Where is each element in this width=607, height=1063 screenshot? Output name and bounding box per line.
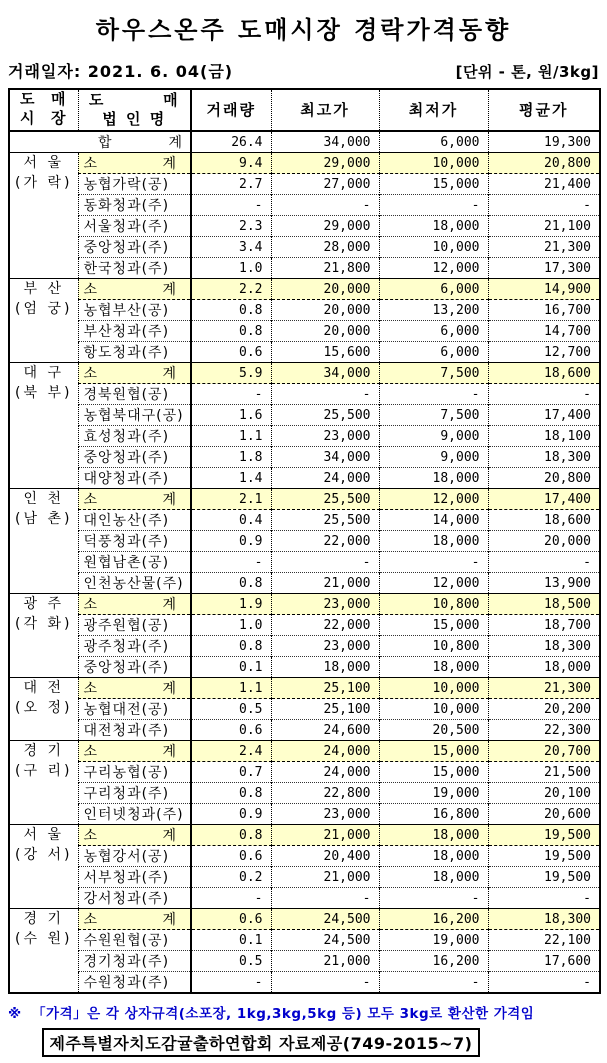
total-row [9, 131, 600, 153]
qty-cell: 1.6 [191, 405, 271, 426]
qty-cell: 1.9 [191, 594, 271, 615]
corp-cell: 농협강서(공) [78, 846, 191, 867]
market-cell: 인 천 (남 촌) [9, 489, 78, 594]
avg-cell: 19,500 [488, 825, 600, 846]
header-max-price: 최고가 [271, 89, 379, 131]
corp-cell: 원협남촌(공) [78, 552, 191, 573]
company-row [9, 426, 600, 447]
min-cell: 12,000 [379, 489, 488, 510]
subtotal-row [9, 153, 600, 174]
provider-text: 제주특별자치도감귤출하연합회 자료제공(749-2015~7) [49, 1034, 473, 1053]
avg-cell: 18,600 [488, 363, 600, 384]
qty-cell: 0.4 [191, 510, 271, 531]
avg-cell: 14,900 [488, 279, 600, 300]
company-row [9, 804, 600, 825]
max-cell: 25,100 [271, 678, 379, 699]
corp-cell: 소 계 [78, 741, 191, 762]
corp-cell: 구리농협(공) [78, 762, 191, 783]
min-cell: 16,200 [379, 909, 488, 930]
min-cell: 15,000 [379, 615, 488, 636]
qty-cell: 0.6 [191, 846, 271, 867]
avg-cell: 18,000 [488, 657, 600, 678]
total-min-cell: 6,000 [379, 131, 488, 153]
min-cell: 18,000 [379, 867, 488, 888]
max-cell: - [271, 195, 379, 216]
subtotal-row [9, 741, 600, 762]
market-cell: 광 주 (각 화) [9, 594, 78, 678]
company-row [9, 867, 600, 888]
qty-cell: 0.6 [191, 909, 271, 930]
min-cell: 6,000 [379, 342, 488, 363]
market-cell: 서 울 (가 락) [9, 153, 78, 279]
header-corporation: 도 매 법 인 명 [78, 89, 191, 131]
avg-cell: 17,300 [488, 258, 600, 279]
corp-cell: 소 계 [78, 909, 191, 930]
company-row [9, 636, 600, 657]
qty-cell: 1.0 [191, 258, 271, 279]
subtotal-row [9, 594, 600, 615]
max-cell: 23,000 [271, 804, 379, 825]
min-cell: 10,000 [379, 678, 488, 699]
qty-cell: - [191, 195, 271, 216]
qty-cell: 2.7 [191, 174, 271, 195]
max-cell: 20,000 [271, 300, 379, 321]
max-cell: 27,000 [271, 174, 379, 195]
corp-cell: 소 계 [78, 153, 191, 174]
max-cell: 28,000 [271, 237, 379, 258]
corp-cell: 소 계 [78, 279, 191, 300]
max-cell: 25,500 [271, 405, 379, 426]
min-cell: 20,500 [379, 720, 488, 741]
max-cell: 24,500 [271, 930, 379, 951]
qty-cell: 0.8 [191, 573, 271, 594]
header-volume: 거래량 [191, 89, 271, 131]
qty-cell: 2.2 [191, 279, 271, 300]
avg-cell: - [488, 972, 600, 994]
avg-cell: - [488, 195, 600, 216]
price-footnote: ※ 「가격」은 각 상자규격(소포장, 1kg,3kg,5kg 등) 모두 3kg로 환산한 가격임 [8, 1006, 535, 1022]
avg-cell: 18,700 [488, 615, 600, 636]
min-cell: 15,000 [379, 741, 488, 762]
corp-cell: 구리청과(주) [78, 783, 191, 804]
corp-cell: 한국청과(주) [78, 258, 191, 279]
qty-cell: 0.8 [191, 825, 271, 846]
qty-cell: 5.9 [191, 363, 271, 384]
avg-cell: 20,600 [488, 804, 600, 825]
market-cell: 서 울 (강 서) [9, 825, 78, 909]
max-cell: 25,500 [271, 489, 379, 510]
min-cell: 15,000 [379, 762, 488, 783]
qty-cell: 2.4 [191, 741, 271, 762]
corp-cell: 중앙청과(주) [78, 657, 191, 678]
corp-cell: 서울청과(주) [78, 216, 191, 237]
qty-cell: 0.5 [191, 699, 271, 720]
qty-cell: 1.1 [191, 678, 271, 699]
company-row [9, 300, 600, 321]
header-min-price: 최저가 [379, 89, 488, 131]
total-qty-cell: 26.4 [191, 131, 271, 153]
avg-cell: 22,300 [488, 720, 600, 741]
max-cell: - [271, 972, 379, 994]
corp-cell: 서부청과(주) [78, 867, 191, 888]
total-max-cell: 34,000 [271, 131, 379, 153]
company-row [9, 468, 600, 489]
company-row [9, 237, 600, 258]
avg-cell: 19,500 [488, 867, 600, 888]
avg-cell: 21,300 [488, 678, 600, 699]
qty-cell: 1.0 [191, 615, 271, 636]
corp-cell: 소 계 [78, 489, 191, 510]
min-cell: 18,000 [379, 846, 488, 867]
page-title: 하우스온주 도매시장 경락가격동향 [95, 16, 512, 44]
avg-cell: 21,100 [488, 216, 600, 237]
company-row [9, 762, 600, 783]
corp-cell: 경북원협(공) [78, 384, 191, 405]
corp-cell: 수원원협(공) [78, 930, 191, 951]
corp-cell: 소 계 [78, 594, 191, 615]
max-cell: 20,000 [271, 321, 379, 342]
qty-cell: 0.8 [191, 783, 271, 804]
company-row [9, 321, 600, 342]
qty-cell: - [191, 972, 271, 994]
max-cell: 24,500 [271, 909, 379, 930]
price-table [8, 88, 601, 994]
avg-cell: 20,800 [488, 468, 600, 489]
avg-cell: 18,300 [488, 909, 600, 930]
max-cell: 21,800 [271, 258, 379, 279]
min-cell: 10,800 [379, 594, 488, 615]
max-cell: 24,000 [271, 468, 379, 489]
max-cell: 22,800 [271, 783, 379, 804]
company-row [9, 699, 600, 720]
max-cell: 20,000 [271, 279, 379, 300]
min-cell: 6,000 [379, 279, 488, 300]
corp-cell: 농협부산(공) [78, 300, 191, 321]
avg-cell: 20,200 [488, 699, 600, 720]
avg-cell: 20,000 [488, 531, 600, 552]
company-row [9, 657, 600, 678]
company-row [9, 972, 600, 994]
min-cell: 7,500 [379, 363, 488, 384]
header-market: 도 매 시 장 [9, 89, 78, 131]
corp-cell: 인천농산물(주) [78, 573, 191, 594]
avg-cell: 18,300 [488, 636, 600, 657]
qty-cell: 2.3 [191, 216, 271, 237]
company-row [9, 405, 600, 426]
max-cell: 29,000 [271, 216, 379, 237]
date-row [8, 59, 599, 82]
avg-cell: 18,600 [488, 510, 600, 531]
avg-cell: 18,100 [488, 426, 600, 447]
qty-cell: 3.4 [191, 237, 271, 258]
avg-cell: 20,100 [488, 783, 600, 804]
avg-cell: 20,800 [488, 153, 600, 174]
avg-cell: 20,700 [488, 741, 600, 762]
qty-cell: 1.8 [191, 447, 271, 468]
corp-cell: 경기청과(주) [78, 951, 191, 972]
company-row [9, 342, 600, 363]
company-row [9, 951, 600, 972]
avg-cell: 22,100 [488, 930, 600, 951]
min-cell: 16,800 [379, 804, 488, 825]
max-cell: 22,000 [271, 615, 379, 636]
max-cell: 25,100 [271, 699, 379, 720]
max-cell: 23,000 [271, 594, 379, 615]
corp-cell: 대양청과(주) [78, 468, 191, 489]
company-row [9, 195, 600, 216]
corp-cell: 중앙청과(주) [78, 237, 191, 258]
avg-cell: 13,900 [488, 573, 600, 594]
max-cell: 25,500 [271, 510, 379, 531]
subtotal-row [9, 363, 600, 384]
subtotal-row [9, 909, 600, 930]
company-row [9, 615, 600, 636]
qty-cell: - [191, 888, 271, 909]
qty-cell: 1.4 [191, 468, 271, 489]
avg-cell: 18,300 [488, 447, 600, 468]
avg-cell: 17,600 [488, 951, 600, 972]
max-cell: 21,000 [271, 825, 379, 846]
qty-cell: 0.5 [191, 951, 271, 972]
max-cell: 22,000 [271, 531, 379, 552]
min-cell: 14,000 [379, 510, 488, 531]
market-cell: 부 산 (엄 궁) [9, 279, 78, 363]
corp-cell: 부산청과(주) [78, 321, 191, 342]
header-avg-price: 평균가 [488, 89, 600, 131]
company-row [9, 258, 600, 279]
qty-cell: 2.1 [191, 489, 271, 510]
company-row [9, 174, 600, 195]
unit-label: [단위 - 톤, 원/3kg] [455, 63, 599, 81]
corp-cell: 중앙청과(주) [78, 447, 191, 468]
min-cell: - [379, 384, 488, 405]
min-cell: 10,000 [379, 699, 488, 720]
avg-cell: 21,300 [488, 237, 600, 258]
avg-cell: 12,700 [488, 342, 600, 363]
corp-cell: 광주원협(공) [78, 615, 191, 636]
qty-cell: 0.8 [191, 636, 271, 657]
min-cell: 18,000 [379, 216, 488, 237]
avg-cell: 21,400 [488, 174, 600, 195]
corp-cell: 대전청과(주) [78, 720, 191, 741]
max-cell: - [271, 888, 379, 909]
avg-cell: - [488, 384, 600, 405]
min-cell: 19,000 [379, 783, 488, 804]
min-cell: 18,000 [379, 657, 488, 678]
qty-cell: 0.8 [191, 321, 271, 342]
max-cell: 24,000 [271, 741, 379, 762]
company-row [9, 447, 600, 468]
market-cell: 경 기 (수 원) [9, 909, 78, 994]
company-row [9, 552, 600, 573]
qty-cell: 0.7 [191, 762, 271, 783]
avg-cell: 19,500 [488, 846, 600, 867]
qty-cell: 0.8 [191, 300, 271, 321]
provider-box [42, 1028, 480, 1057]
qty-cell: - [191, 552, 271, 573]
max-cell: 18,000 [271, 657, 379, 678]
min-cell: 16,200 [379, 951, 488, 972]
market-cell: 경 기 (구 리) [9, 741, 78, 825]
avg-cell: 21,500 [488, 762, 600, 783]
qty-cell: 0.6 [191, 720, 271, 741]
company-row [9, 384, 600, 405]
max-cell: 34,000 [271, 447, 379, 468]
min-cell: - [379, 972, 488, 994]
trade-date-label: 거래일자: 2021. 6. 04(금) [8, 62, 234, 81]
max-cell: 21,000 [271, 867, 379, 888]
max-cell: 23,000 [271, 426, 379, 447]
qty-cell: 0.1 [191, 930, 271, 951]
min-cell: 12,000 [379, 258, 488, 279]
min-cell: 18,000 [379, 531, 488, 552]
subtotal-row [9, 825, 600, 846]
min-cell: 18,000 [379, 825, 488, 846]
qty-cell: 0.1 [191, 657, 271, 678]
company-row [9, 531, 600, 552]
company-row [9, 510, 600, 531]
max-cell: 20,400 [271, 846, 379, 867]
market-cell: 대 구 (북 부) [9, 363, 78, 489]
min-cell: 9,000 [379, 447, 488, 468]
avg-cell: 17,400 [488, 489, 600, 510]
company-row [9, 888, 600, 909]
avg-cell: - [488, 552, 600, 573]
corp-cell: 수원청과(주) [78, 972, 191, 994]
max-cell: 34,000 [271, 363, 379, 384]
corp-cell: 소 계 [78, 825, 191, 846]
min-cell: - [379, 888, 488, 909]
corp-cell: 소 계 [78, 678, 191, 699]
max-cell: 24,000 [271, 762, 379, 783]
subtotal-row [9, 678, 600, 699]
total-avg-cell: 19,300 [488, 131, 600, 153]
corp-cell: 농협가락(공) [78, 174, 191, 195]
min-cell: 15,000 [379, 174, 488, 195]
corp-cell: 동화청과(주) [78, 195, 191, 216]
company-row [9, 573, 600, 594]
avg-cell: 17,400 [488, 405, 600, 426]
market-cell: 대 전 (오 정) [9, 678, 78, 741]
avg-cell: 14,700 [488, 321, 600, 342]
max-cell: - [271, 552, 379, 573]
corp-cell: 강서청과(주) [78, 888, 191, 909]
corp-cell: 대인농산(주) [78, 510, 191, 531]
max-cell: 21,000 [271, 573, 379, 594]
min-cell: 6,000 [379, 321, 488, 342]
subtotal-row [9, 489, 600, 510]
min-cell: 7,500 [379, 405, 488, 426]
company-row [9, 720, 600, 741]
min-cell: 9,000 [379, 426, 488, 447]
total-label-cell: 합 계 [98, 135, 182, 151]
min-cell: 18,000 [379, 468, 488, 489]
qty-cell: 0.9 [191, 531, 271, 552]
company-row [9, 930, 600, 951]
qty-cell: 0.9 [191, 804, 271, 825]
qty-cell: - [191, 384, 271, 405]
corp-cell: 항도청과(주) [78, 342, 191, 363]
min-cell: 10,000 [379, 237, 488, 258]
corp-cell: 농협북대구(공) [78, 405, 191, 426]
corp-cell: 인터넷청과(주) [78, 804, 191, 825]
company-row [9, 216, 600, 237]
max-cell: - [271, 384, 379, 405]
corp-cell: 덕풍청과(주) [78, 531, 191, 552]
company-row [9, 846, 600, 867]
min-cell: - [379, 552, 488, 573]
min-cell: 19,000 [379, 930, 488, 951]
min-cell: 10,800 [379, 636, 488, 657]
min-cell: 13,200 [379, 300, 488, 321]
corp-cell: 소 계 [78, 363, 191, 384]
qty-cell: 0.2 [191, 867, 271, 888]
avg-cell: 18,500 [488, 594, 600, 615]
max-cell: 21,000 [271, 951, 379, 972]
subtotal-row [9, 279, 600, 300]
max-cell: 24,600 [271, 720, 379, 741]
min-cell: 12,000 [379, 573, 488, 594]
company-row [9, 783, 600, 804]
corp-cell: 광주청과(주) [78, 636, 191, 657]
max-cell: 15,600 [271, 342, 379, 363]
max-cell: 23,000 [271, 636, 379, 657]
qty-cell: 1.1 [191, 426, 271, 447]
min-cell: - [379, 195, 488, 216]
qty-cell: 0.6 [191, 342, 271, 363]
avg-cell: - [488, 888, 600, 909]
corp-cell: 농협대전(공) [78, 699, 191, 720]
corp-cell: 효성청과(주) [78, 426, 191, 447]
max-cell: 29,000 [271, 153, 379, 174]
qty-cell: 9.4 [191, 153, 271, 174]
avg-cell: 16,700 [488, 300, 600, 321]
header-row [9, 89, 600, 131]
min-cell: 10,000 [379, 153, 488, 174]
